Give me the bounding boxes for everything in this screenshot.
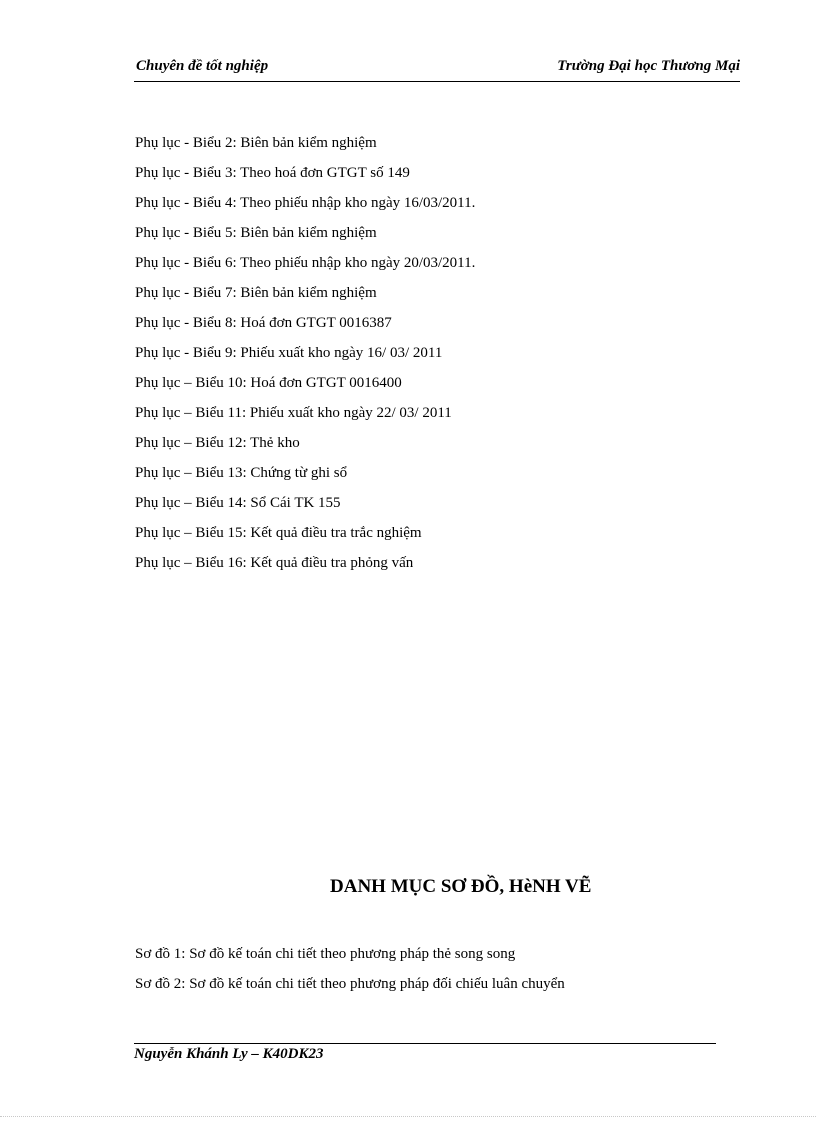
footer-divider [134,1043,716,1044]
list-item: Phụ lục – Biểu 14: Sổ Cái TK 155 [135,495,341,511]
page-edge-divider [0,1116,816,1117]
list-item: Phụ lục - Biểu 4: Theo phiếu nhập kho ngày 16/03/2011. [135,195,476,211]
section-title: DANH MỤC SƠ ĐỒ, HèNH VẼ [330,876,592,897]
appendix-list [135,130,475,580]
list-item: Phụ lục - Biểu 9: Phiếu xuất kho ngày 16/ 03/ 2011 [135,345,443,361]
list-item: Phụ lục - Biểu 7: Biên bản kiểm nghiệm [135,285,377,301]
list-item: Phụ lục – Biểu 10: Hoá đơn GTGT 0016400 [135,375,402,391]
list-item: Phụ lục – Biểu 13: Chứng từ ghi sổ [135,465,348,481]
list-item: Phụ lục - Biểu 3: Theo hoá đơn GTGT số 149 [135,165,410,181]
header-right-title: Trường Đại học Thương Mại [557,58,740,74]
list-item: Phụ lục - Biểu 2: Biên bản kiểm nghiệm [135,135,377,151]
list-item: Phụ lục - Biểu 5: Biên bản kiểm nghiệm [135,225,377,241]
footer-author: Nguyễn Khánh Ly – K40DK23 [134,1046,324,1062]
diagram-list [135,941,565,1001]
list-item: Phụ lục - Biểu 6: Theo phiếu nhập kho ngày 20/03/2011. [135,255,476,271]
list-item: Sơ đồ 2: Sơ đồ kế toán chi tiết theo phương pháp đối chiếu luân chuyển [135,976,565,992]
list-item: Phụ lục – Biểu 11: Phiếu xuất kho ngày 22/ 03/ 2011 [135,405,452,421]
list-item: Phụ lục – Biểu 15: Kết quả điều tra trắc nghiệm [135,525,422,541]
header-left-title: Chuyên đề tốt nghiệp [136,58,269,74]
list-item: Sơ đồ 1: Sơ đồ kế toán chi tiết theo phương pháp thẻ song song [135,946,516,962]
list-item: Phụ lục - Biểu 8: Hoá đơn GTGT 0016387 [135,315,392,331]
list-item: Phụ lục – Biểu 12: Thẻ kho [135,435,300,451]
page-header [134,57,740,82]
list-item: Phụ lục – Biểu 16: Kết quả điều tra phỏng vấn [135,555,414,571]
